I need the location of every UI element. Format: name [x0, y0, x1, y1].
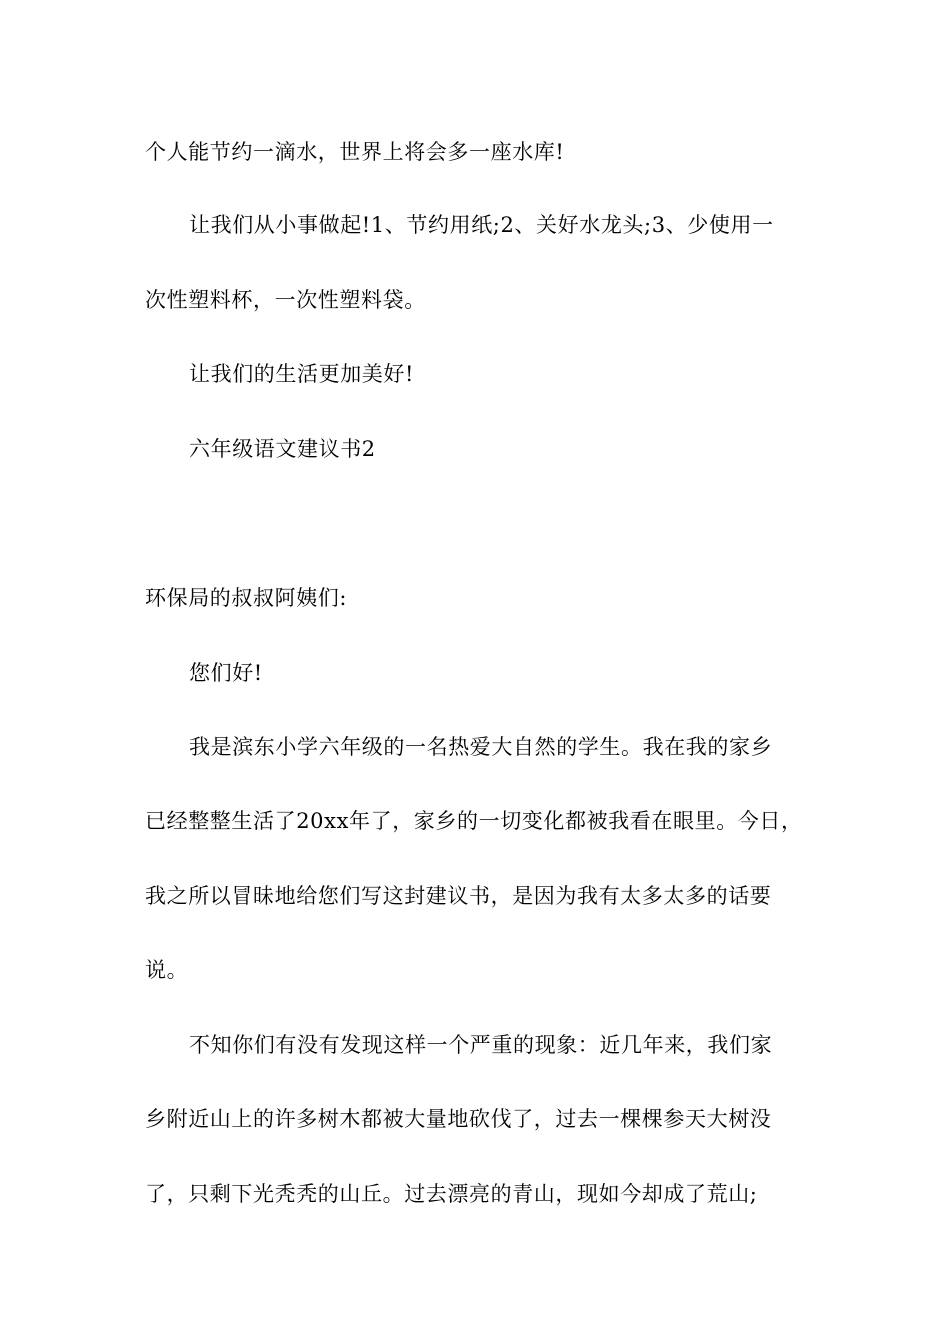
- text-line: 已经整整生活了20xx年了，家乡的一切变化都被我看在眼里。今日，: [145, 809, 803, 833]
- text-line: 我是滨东小学六年级的一名热爱大自然的学生。我在我的家乡: [189, 735, 773, 759]
- text-line: 我之所以冒昧地给您们写这封建议书，是因为我有太多太多的话要: [145, 884, 772, 908]
- text-line: 个人能节约一滴水，世界上将会多一座水库!: [145, 140, 565, 164]
- text-line: 不知你们有没有发现这样一个严重的现象：近几年来，我们家: [189, 1033, 773, 1057]
- section-heading: 六年级语文建议书2: [189, 437, 376, 461]
- text-line: 让我们的生活更加美好!: [189, 362, 415, 386]
- text-line: 次性塑料杯，一次性塑料袋。: [145, 288, 426, 312]
- text-line: 了，只剩下光秃秃的山丘。过去漂亮的青山，现如今却成了荒山;: [145, 1182, 758, 1206]
- salutation: 环保局的叔叔阿姨们:: [145, 586, 348, 610]
- text-line: 让我们从小事做起!1、节约用纸;2、关好水龙头;3、少使用一: [189, 213, 774, 237]
- text-line: 乡附近山上的许多树木都被大量地砍伐了，过去一棵棵参天大树没: [145, 1107, 772, 1131]
- text-line: 说。: [145, 958, 189, 982]
- greeting: 您们好!: [189, 661, 263, 685]
